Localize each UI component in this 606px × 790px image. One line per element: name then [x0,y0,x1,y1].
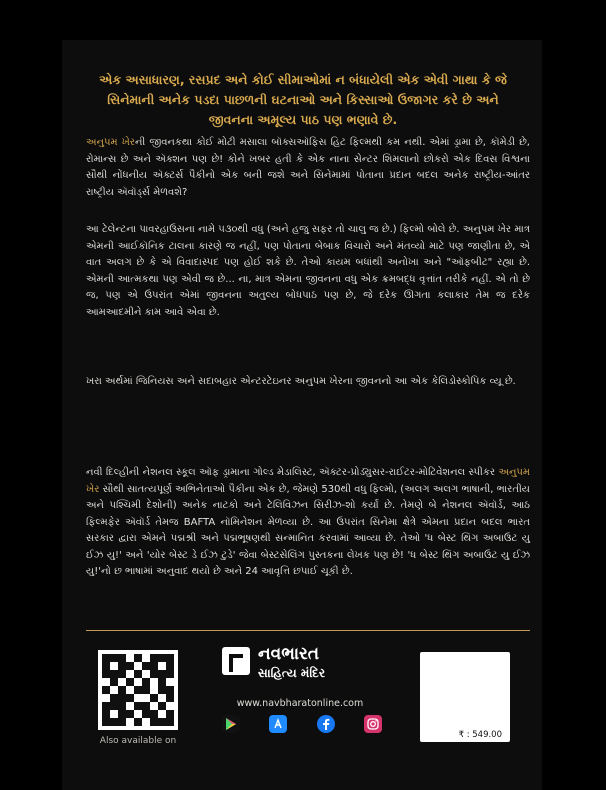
tagline: એક અસાધારણ, રસપ્રદ અને કોઈ સીમાઓમાં ન બંધાયેલી એક એવી ગાથા કે જે સિનેમાની અનેક પડદા પાછળની ઘટનાઓ અને કિસ્સાઓ ઉજાગર કરે છે અને જીવનના અમૂલ્ય પાઠ પણ ભણાવે છે. [99,72,507,127]
price-label: ₹ : 549.00 [458,730,502,740]
author-bio-rest: સૌથી સાતત્યપૂર્ણ અભિનેતાઓ પૈકીના એક છે, જેમણે 530થી વધુ ફિલ્મો, (અલગ અલગ ભાષાની, ભારતીય અને પશ્ચિમી દેશોની) અનેક નાટકો અને ટેલિવિઝન સિરીઝ-શો કર્યાં છે. તેમણે બે નેશનલ ઍવૉર્ડ, આઠ ફિલ્મફેર ઍવૉર્ડ તેમજ BAFTA નૉમિનેશન મેળવ્યા છે. આ ઉપરાંત સિનેમા ક્ષેત્રે એમના પ્રદાન બદલ ભારત સરકાર દ્વારા એમને પદ્મશ્રી અને પદ્મભૂષણથી સન્માનિત કરવામાં આવ્યા છે. તેઓ 'ધ બેસ્ટ થિંગ અબાઉટ યુ ઈઝ યુ!' અને 'યોર બેસ્ટ ડે ઈઝ ટુડે' જેવા બેસ્ટસેલિંગ પુસ્તકના લેખક પણ છે! 'ધ બેસ્ટ થિંગ અબાઉટ યુ ઈઝ યુ!'નો છ ભાષામાં અનુવાદ થયો છે અને 24 આવૃત્તિ છપાઈ ચૂકી છે. [86,483,530,577]
publisher-logo-icon [222,647,250,675]
instagram-icon[interactable] [364,715,382,733]
footer-divider [86,630,530,631]
book-back-cover [62,40,542,790]
author-name-highlight: અનુપમ ખેર [86,467,530,495]
paragraph-3: ખરા અર્થમાં જિનિયસ અને સદાબહાર એન્ટરટેઇનર અનુપમ ખેરના જીવનનો આ એક કેલિડોસ્કોપિક વ્યૂ છે. [86,376,516,387]
facebook-icon[interactable] [317,715,335,733]
author-bio-start: નવી દિલ્હીની નેશનલ સ્કૂલ ઑફ ડ્રામાના ગોલ્ડ મેડાલિસ્ટ, ઍક્ટર-પ્રોડ્યુસર-રાઈટર-મોટિવેશનલ સ્પીકર [86,467,499,478]
publisher-website[interactable]: www.navbharatonline.com [236,698,364,709]
publisher-name: નવભારત [258,644,320,664]
qr-caption: Also available on [99,736,177,746]
apple-store-icon[interactable] [269,715,287,733]
paragraph-1-text: ની જીવનકથા કોઈ મોટી મસાલા બૉક્સઑફિસ હિટ ફિલ્મથી કમ નથી. એમાં ડ્રામા છે, કૉમેડી છે, રોમાન્સ છે અને ઍક્શન પણ છે! કોને ખબર હતી કે એક નાના સેન્ટર શિમલાનો છોકરો એક દિવસ વિશ્વના સૌથી નોંધનીય ઍક્ટર્સ પૈકીનો એક બની જશે અને સિનેમામાં પોતાના પ્રદાન બદલ અનેક રાષ્ટ્રીય-આંતર રાષ્ટ્રીય ઍવૉર્ડ્સ મેળવશે? [86,137,530,198]
author-name-highlight: અનુપમ ખેર [86,137,135,148]
play-store-icon[interactable] [222,715,240,733]
qr-code-pattern [102,654,174,726]
author-bio [86,465,530,581]
publisher-subtitle: સાહિત્ય મંદિર [258,666,326,680]
paragraph-1 [86,135,530,201]
social-links [222,715,382,733]
paragraph-2: આ ટેલેન્ટના પાવરહાઉસના નામે ૫૩૦થી વધુ (અને હજુ સફર તો ચાલુ જ છે.) ફિલ્મો બોલે છે. અનુપમ ખેર માત્ર એમની આઈકૉનિક ટાલના કારણે જ નહીં, પણ પોતાના બેબાક વિચારો અને મંતવ્યો માટે પણ જાણીતા છે, એ વાત અલગ છે કે એ વિવાદાસ્પદ પણ હોઈ શકે છે. તેઓ કાયમ બધાંથી અનોખા અને "ઑફબીટ" રહ્યા છે. એમની આત્મકથા પણ એવી જ છે... ના, માત્ર એમના જીવનના વધુ એક ક્રમબદ્ધ વૃત્તાંત તરીકે નહીં. એ તો છે જ, પણ એ ઉપરાંત એમાં જીવનના અતુલ્ય બોધપાઠ પણ છે, જે દરેક ઊગતા કલાકાર તેમ જ દરેક આમઆદમીને કામ આવે એવા છે. [86,224,530,318]
qr-code[interactable] [98,650,178,730]
barcode-sticker [420,652,510,742]
